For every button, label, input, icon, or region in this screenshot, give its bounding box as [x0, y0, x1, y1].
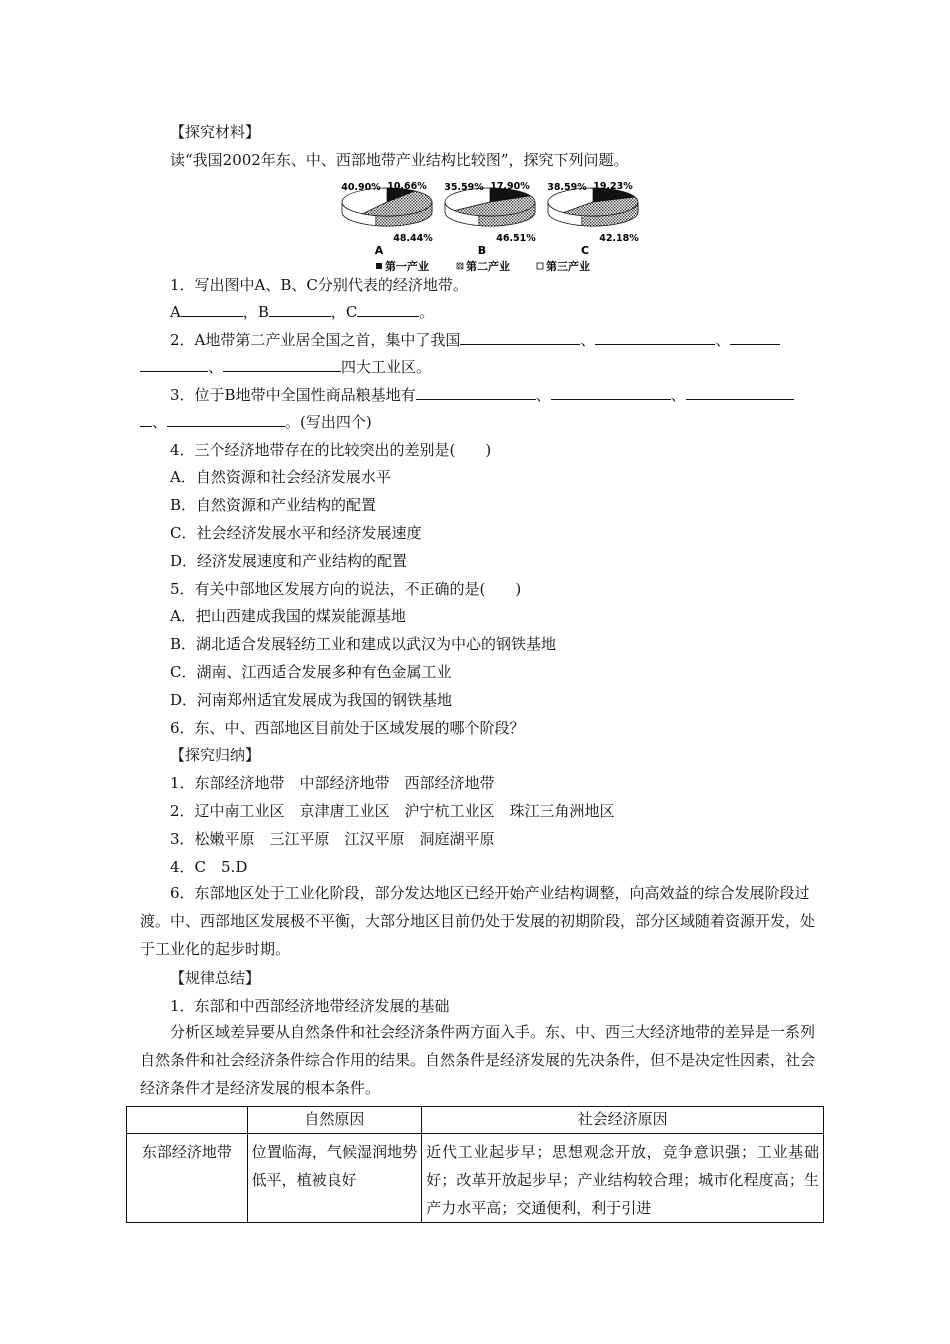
explore-intro: 读“我国2002年东、中、西部地带产业结构比较图”，探究下列问题。: [170, 151, 629, 169]
reasons-table: [126, 1106, 824, 1223]
rules-paragraph: 分析区域差异要从自然条件和社会经济条件两方面入手。东、中、西三大经济地带的差异是一系列自然条件和社会经济条件综合作用的结果。自然条件是经济发展的先决条件，但不是决定性因素，社会经济条件才是经济发展的根本条件。: [140, 1023, 816, 1097]
question-4: 4．三个经济地带存在的比较突出的差别是( ): [170, 441, 492, 459]
q1-a-blank[interactable]: [181, 301, 243, 317]
pie-label-secondary: 42.18%: [599, 233, 639, 244]
table-header-row: [127, 1107, 824, 1134]
pie-zone-label: C: [580, 244, 590, 257]
industry-structure-figure: [335, 180, 645, 275]
answer-1: 1．东部经济地带 中部经济地带 西部经济地带: [170, 774, 495, 792]
answer-2: 2．辽中南工业区 京津唐工业区 沪宁杭工业区 珠江三角洲地区: [170, 802, 615, 820]
pie-label-secondary: 46.51%: [496, 233, 536, 244]
pie-zone-label: B: [477, 244, 487, 257]
question-5-option-d: D．河南郑州适宜发展成为我国的钢铁基地: [170, 691, 453, 709]
q3-end: 。(写出四个): [285, 413, 372, 431]
legend-primary-swatch: [376, 263, 382, 269]
pie-label-tertiary: 35.59%: [444, 182, 484, 193]
table-cell-social: 近代工业起步早；思想观念开放，竞争意识强；工业基础好；改革开放起步早；产业结构较合理；城市化程度高；生产力水平高；交通便利，利于引进: [422, 1134, 824, 1223]
question-4-option-b: B．自然资源和产业结构的配置: [170, 496, 377, 514]
question-3-cont: 、 。(写出四个): [140, 411, 372, 433]
q3-blank-4[interactable]: [167, 411, 285, 427]
q2-blank-2[interactable]: [595, 329, 715, 345]
answer-4-5: 4．C 5.D: [170, 858, 248, 876]
answer-3: 3．松嫩平原 三江平原 江汉平原 洞庭湖平原: [170, 830, 495, 848]
q3-blank-1[interactable]: [416, 384, 536, 400]
explore-heading: 【探究材料】: [170, 123, 261, 141]
question-2: 2．A地带第二产业居全国之首，集中了我国 、 、: [170, 329, 780, 351]
summary-heading: 【探究归纳】: [170, 746, 261, 764]
question-1: 1．写出图中A、B、C分别代表的经济地带。: [170, 276, 468, 294]
question-2-cont: 、 四大工业区。: [140, 356, 431, 378]
question-5-option-b: B．湖北适合发展轻纺工业和建成以武汉为中心的钢铁基地: [170, 635, 557, 653]
pie-label-primary: 19.23%: [593, 181, 633, 192]
question-4-option-c: C．社会经济发展水平和经济发展速度: [170, 524, 422, 542]
question-5-option-a: A．把山西建成我国的煤炭能源基地: [170, 607, 406, 625]
q2-blank-3a[interactable]: [730, 329, 780, 345]
legend-tertiary-label: 第三产业: [546, 260, 590, 273]
pie-B: [444, 181, 536, 257]
pie-label-tertiary: 40.90%: [341, 182, 381, 193]
q1-c-blank[interactable]: [357, 301, 419, 317]
table-header-zone: [127, 1107, 248, 1134]
legend-secondary-swatch: [457, 263, 463, 269]
question-5-option-c: C．湖南、江西适合发展多种有色金属工业: [170, 663, 452, 681]
q2-text: 2．A地带第二产业居全国之首，集中了我国: [170, 331, 461, 349]
question-4-option-a: A．自然资源和社会经济发展水平: [170, 468, 391, 486]
question-3: 3．位于B地带中全国性商品粮基地有 、 、: [170, 384, 794, 406]
table-header-social: 社会经济原因: [422, 1107, 824, 1134]
q3-text: 3．位于B地带中全国性商品粮基地有: [170, 386, 416, 404]
pie-A: [341, 181, 433, 257]
question-4-option-d: D．经济发展速度和产业结构的配置: [170, 552, 408, 570]
pie-zone-label: A: [374, 244, 384, 257]
q2-blank-1[interactable]: [460, 329, 580, 345]
q3-blank-3b[interactable]: [140, 411, 152, 427]
pie-label-secondary: 48.44%: [393, 233, 433, 244]
question-5: 5．有关中部地区发展方向的说法，不正确的是( ): [170, 580, 522, 598]
table-cell-natural: 位置临海，气候湿润地势低平，植被良好: [247, 1134, 422, 1223]
pie-label-tertiary: 38.59%: [547, 182, 587, 193]
legend-secondary-label: 第二产业: [466, 260, 510, 273]
table-row: [127, 1134, 824, 1223]
q2-blank-4[interactable]: [223, 356, 341, 372]
question-6: 6．东、中、西部地区目前处于区域发展的哪个阶段？: [170, 719, 525, 737]
legend-primary-label: 第一产业: [385, 260, 429, 273]
answer-6: 6．东部地区处于工业化阶段，部分发达地区已经开始产业结构调整，向高效益的综合发展阶段过渡。中、西部地区发展极不平衡，大部分地区目前仍处于发展的初期阶段，部分区域随着资源开发，处于工业化的起步时期。: [140, 884, 816, 958]
rules-item-1: 1．东部和中西部经济地带经济发展的基础: [170, 997, 450, 1015]
legend: [376, 259, 590, 273]
pie-label-primary: 17.90%: [490, 181, 530, 192]
q1-end: 。: [419, 303, 435, 321]
legend-tertiary-swatch: [537, 263, 543, 269]
table-cell-zone: 东部经济地带: [127, 1134, 248, 1223]
q2-blank-3b[interactable]: [140, 356, 208, 372]
question-1-answer-line: [170, 301, 434, 323]
q2-end: 四大工业区。: [341, 358, 432, 376]
rules-heading: 【规律总结】: [170, 969, 261, 987]
pie-label-primary: 10.66%: [387, 181, 427, 192]
q1-a-label: A: [170, 303, 181, 321]
q1-c-label: ，C: [330, 303, 358, 321]
pie-charts-svg: [335, 180, 645, 275]
q3-blank-3a[interactable]: [686, 384, 794, 400]
q1-b-label: ，B: [242, 303, 269, 321]
pie-C: [547, 181, 639, 257]
q3-blank-2[interactable]: [551, 384, 671, 400]
q1-b-blank[interactable]: [269, 301, 331, 317]
table-header-natural: 自然原因: [247, 1107, 422, 1134]
